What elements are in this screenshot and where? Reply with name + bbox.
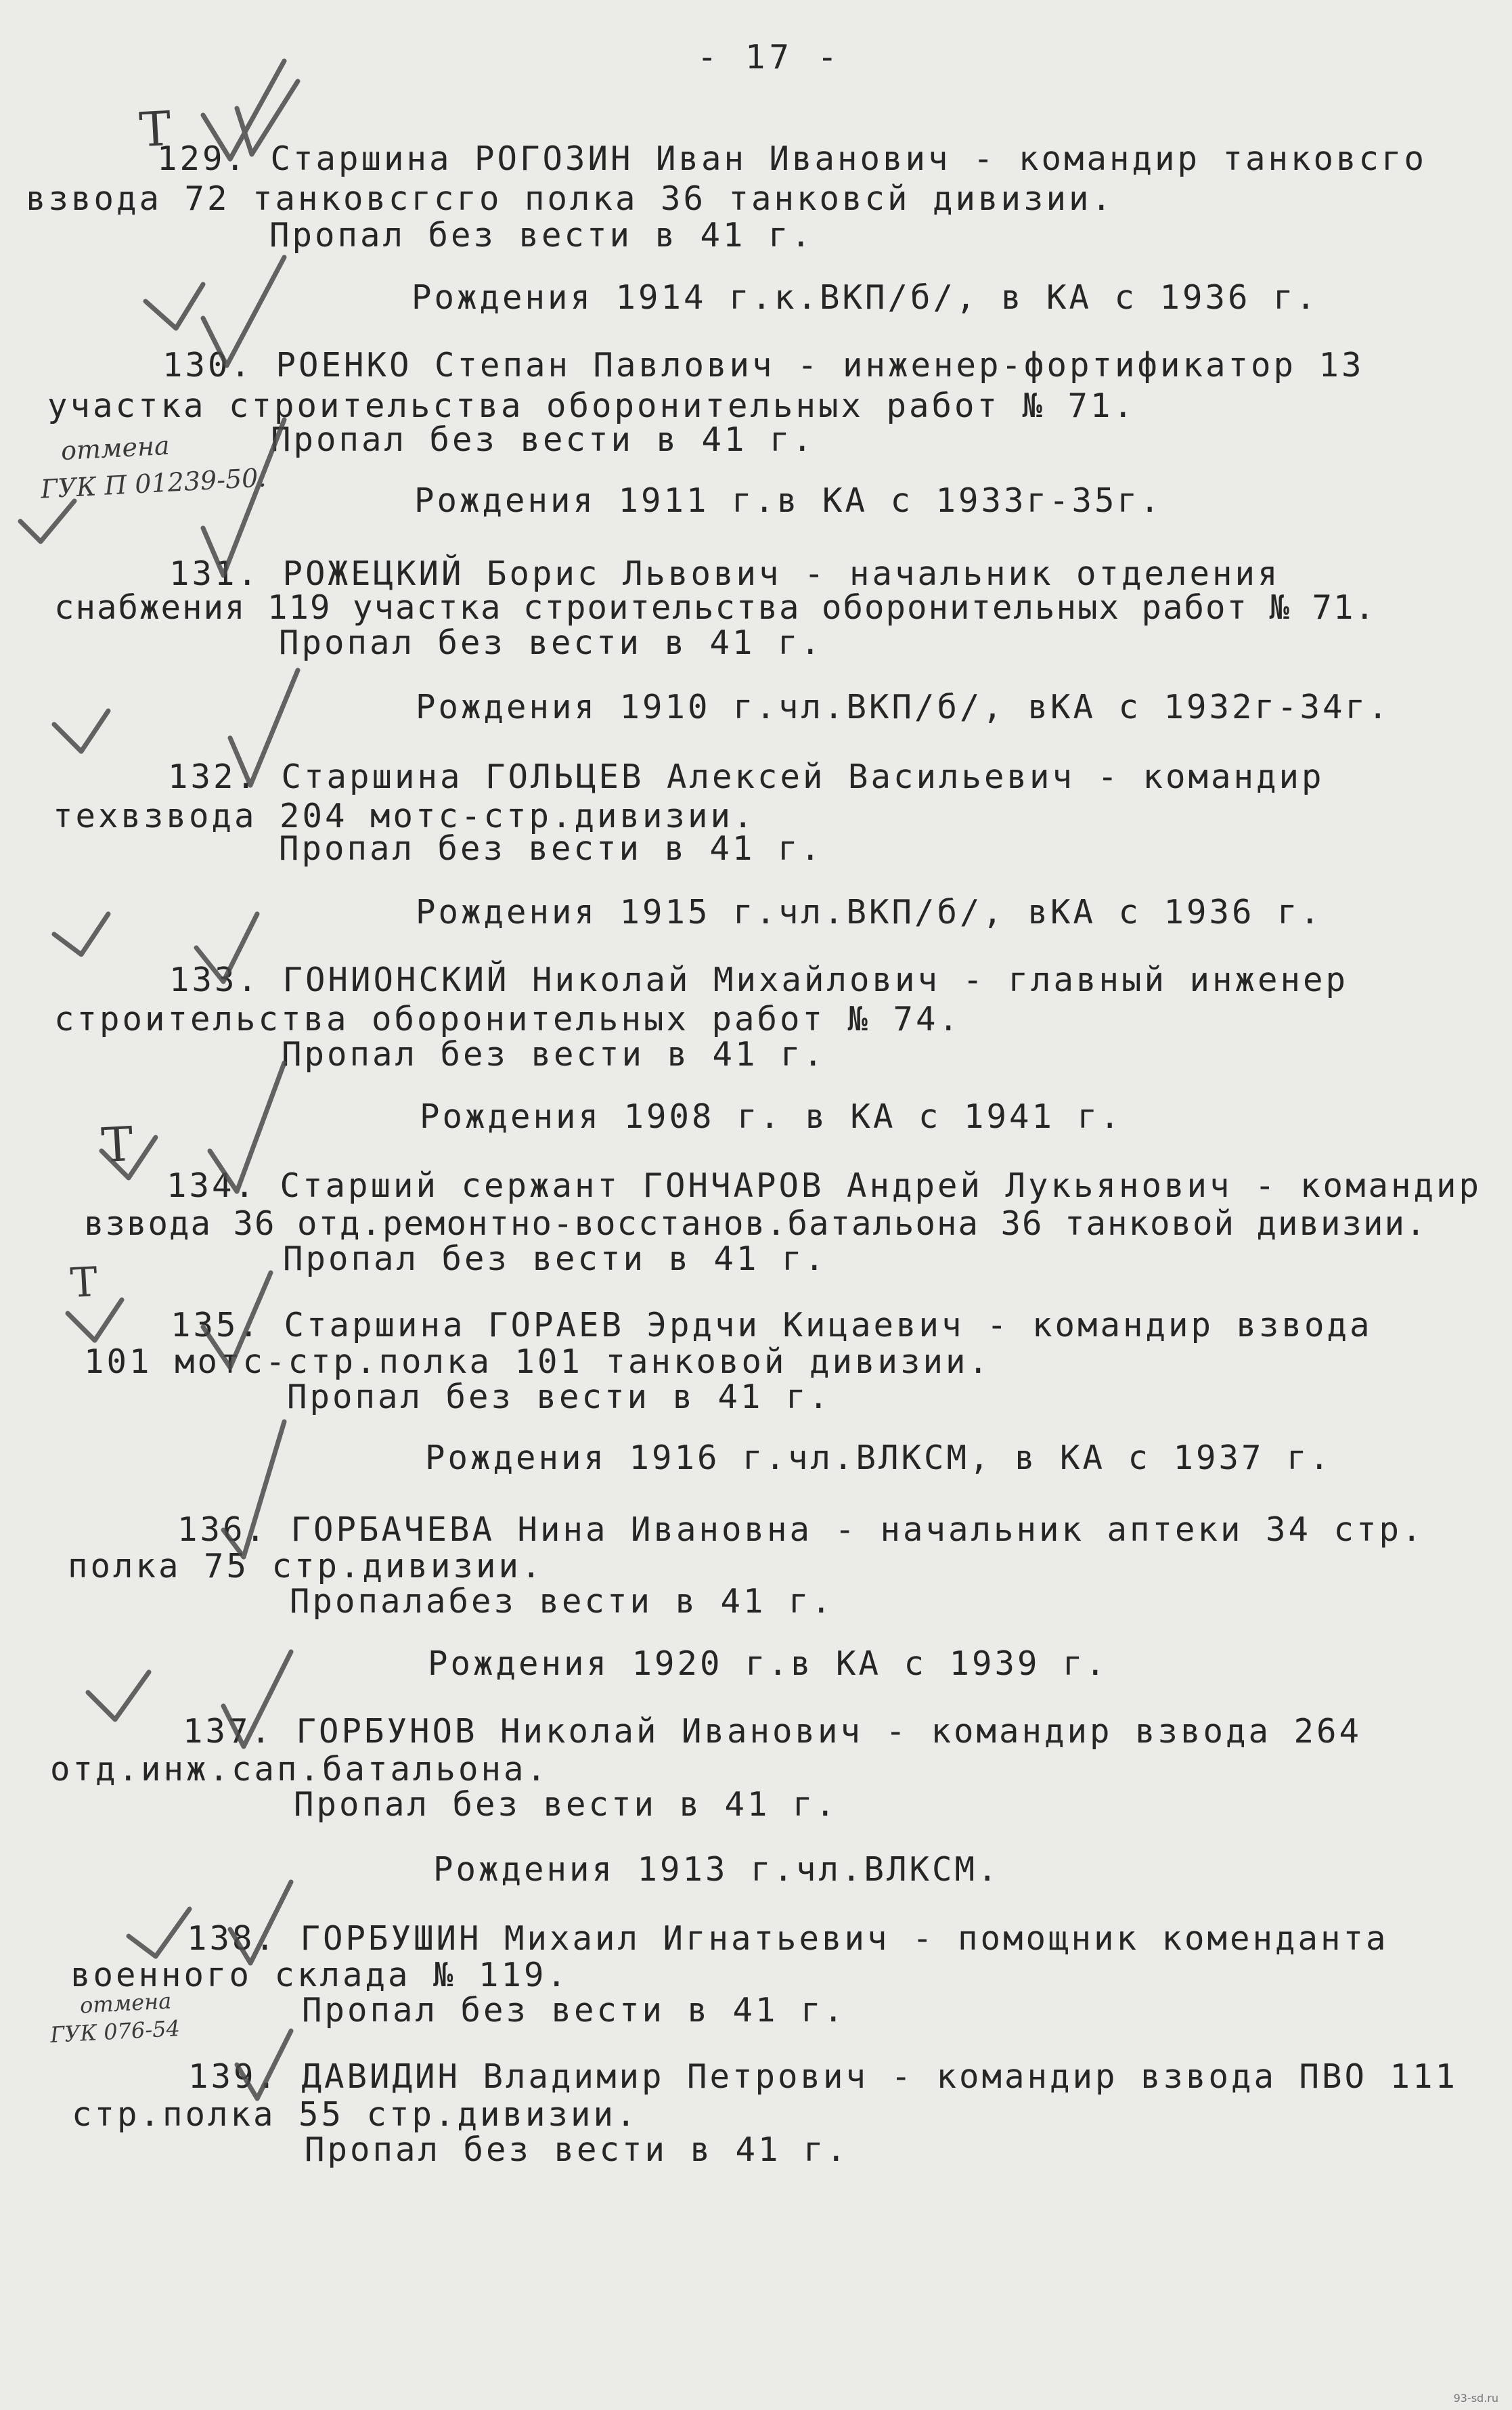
entry-132-birth: Рождения 1915 г.чл.ВКП/б/, вКА с 1936 г. bbox=[416, 893, 1323, 932]
entry-131-line-2: снабжения 119 участка строительства оборонительных работ № 71. bbox=[54, 588, 1377, 627]
tu-mark-135: Т bbox=[69, 1258, 99, 1307]
entry-131-line-3: Пропал без вести в 41 г. bbox=[279, 623, 824, 662]
tu-mark-134: Т bbox=[99, 1116, 135, 1174]
entry-138-line-1: 138. ГОРБУШИН Михаил Игнатьевич - помощник коменданта bbox=[187, 1919, 1389, 1958]
checkmark-icon bbox=[88, 1672, 149, 1719]
entry-138-line-2: военного склада № 119. bbox=[70, 1956, 570, 1994]
entry-136-birth: Рождения 1920 г.в КА с 1939 г. bbox=[428, 1644, 1109, 1683]
entry-139-line-1: 139. ДАВИДИН Владимир Петрович - командир взвода ПВО 111 bbox=[188, 2057, 1459, 2096]
entry-131-birth: Рождения 1910 г.чл.ВКП/б/, вКА с 1932г-34г. bbox=[416, 688, 1391, 726]
checkmark-icon bbox=[237, 2031, 291, 2099]
entry-130-birth: Рождения 1911 г.в КА с 1933г-35г. bbox=[414, 481, 1163, 520]
tu-mark-129: Т bbox=[137, 100, 173, 158]
checkmark-icon bbox=[203, 1273, 271, 1367]
checkmark-icon bbox=[129, 1909, 190, 1956]
entry-135-line-1: 135. Старшина ГОРАЕВ Эрдчи Кицаевич - командир взвода bbox=[171, 1306, 1373, 1344]
entry-132-line-3: Пропал без вести в 41 г. bbox=[279, 829, 824, 868]
checkmark-icon bbox=[203, 420, 284, 575]
entry-130-line-1: 130. РОЕНКО Степан Павлович - инженер-фортификатор 13 bbox=[162, 346, 1364, 385]
entry-129-line-2: взвода 72 танковсгсго полка 36 танковсй дивизии. bbox=[26, 179, 1115, 218]
checkmark-icon bbox=[223, 1422, 284, 1557]
entry-133-line-1: 133. ГОНИОНСКИЙ Николай Михайлович - главный инженер bbox=[169, 961, 1349, 999]
handwritten-note-138-line-1: отмена bbox=[79, 1988, 173, 2019]
entry-129-line-1: 129. Старшина РОГОЗИН Иван Иванович - командир танковсго bbox=[157, 139, 1427, 178]
checkmark-icon bbox=[210, 1063, 284, 1191]
entry-133-birth: Рождения 1908 г. в КА с 1941 г. bbox=[420, 1097, 1123, 1136]
handwritten-note-130-line-2: ГУК П 01239-50. bbox=[40, 462, 267, 504]
entry-139-line-2: стр.полка 55 стр.дивизии. bbox=[72, 2095, 639, 2134]
checkmark-icon bbox=[230, 1882, 291, 1963]
entry-129-birth: Рождения 1914 г.к.ВКП/б/, в КА с 1936 г. bbox=[412, 278, 1319, 317]
entry-135-line-2: 101 мотс-стр.полка 101 танковой дивизии. bbox=[84, 1342, 992, 1381]
handwritten-note-130-line-1: отмена bbox=[60, 430, 171, 466]
handwritten-note-138-line-2: ГУК 076-54 bbox=[49, 2015, 181, 2048]
page-number: - 17 - bbox=[697, 38, 842, 76]
checkmark-icon bbox=[54, 914, 108, 955]
entry-134-line-1: 134. Старший сержант ГОНЧАРОВ Андрей Лукьянович - командир bbox=[166, 1166, 1482, 1205]
entry-136-line-1: 136. ГОРБАЧЕВА Нина Ивановна - начальник аптеки 34 стр. bbox=[177, 1510, 1425, 1549]
entry-132-line-1: 132. Старшина ГОЛЬЦЕВ Алексей Васильевич - командир bbox=[168, 758, 1325, 796]
entry-130-line-2: участка строительства оборонительных работ № 71. bbox=[47, 387, 1136, 425]
entry-134-line-3: Пропал без вести в 41 г. bbox=[283, 1240, 828, 1278]
checkmark-icon bbox=[230, 670, 298, 785]
entry-134-line-2: взвода 36 отд.ремонтно-восстанов.батальона 36 танковой дивизии. bbox=[84, 1204, 1427, 1243]
entry-135-line-3: Пропал без вести в 41 г. bbox=[287, 1378, 832, 1416]
entry-136-line-3: Пропалабез вести в 41 г. bbox=[290, 1582, 835, 1621]
entry-131-line-1: 131. РОЖЕЦКИЙ Борис Львович - начальник отделения bbox=[169, 554, 1281, 593]
checkmark-icon bbox=[196, 914, 257, 982]
entry-135-birth: Рождения 1916 г.чл.ВЛКСМ, в КА с 1937 г. bbox=[425, 1439, 1333, 1477]
entry-129-line-3: Пропал без вести в 41 г. bbox=[269, 216, 814, 255]
checkmark-icon bbox=[54, 711, 108, 751]
checkmark-icon bbox=[203, 61, 284, 159]
entry-130-line-3: Пропал без вести в 41 г. bbox=[271, 420, 816, 459]
entry-137-line-2: отд.инж.сап.батальона. bbox=[50, 1750, 550, 1789]
site-watermark: 93-sd.ru bbox=[1453, 2392, 1498, 2405]
entry-139-line-3: Пропал без вести в 41 г. bbox=[305, 2130, 849, 2169]
checkmark-icon bbox=[203, 257, 284, 366]
entry-133-line-3: Пропал без вести в 41 г. bbox=[282, 1035, 826, 1074]
checkmark-icon bbox=[223, 1652, 291, 1747]
entry-138-line-3: Пропал без вести в 41 г. bbox=[302, 1991, 847, 2030]
checkmark-icon bbox=[20, 501, 74, 542]
entry-132-line-2: техвзвода 204 мотс-стр.дивизии. bbox=[53, 797, 756, 835]
checkmark-icon bbox=[146, 284, 203, 328]
entry-137-line-3: Пропал без вести в 41 г. bbox=[294, 1785, 839, 1824]
entry-137-birth: Рождения 1913 г.чл.ВЛКСМ. bbox=[433, 1850, 1000, 1889]
entry-136-line-2: полка 75 стр.дивизии. bbox=[68, 1547, 544, 1585]
entry-137-line-1: 137. ГОРБУНОВ Николай Иванович - командир взвода 264 bbox=[183, 1712, 1362, 1751]
entry-133-line-2: строительства оборонительных работ № 74. bbox=[54, 1000, 962, 1038]
checkmark-icon bbox=[68, 1300, 122, 1340]
checkmark-icon bbox=[102, 1137, 156, 1178]
